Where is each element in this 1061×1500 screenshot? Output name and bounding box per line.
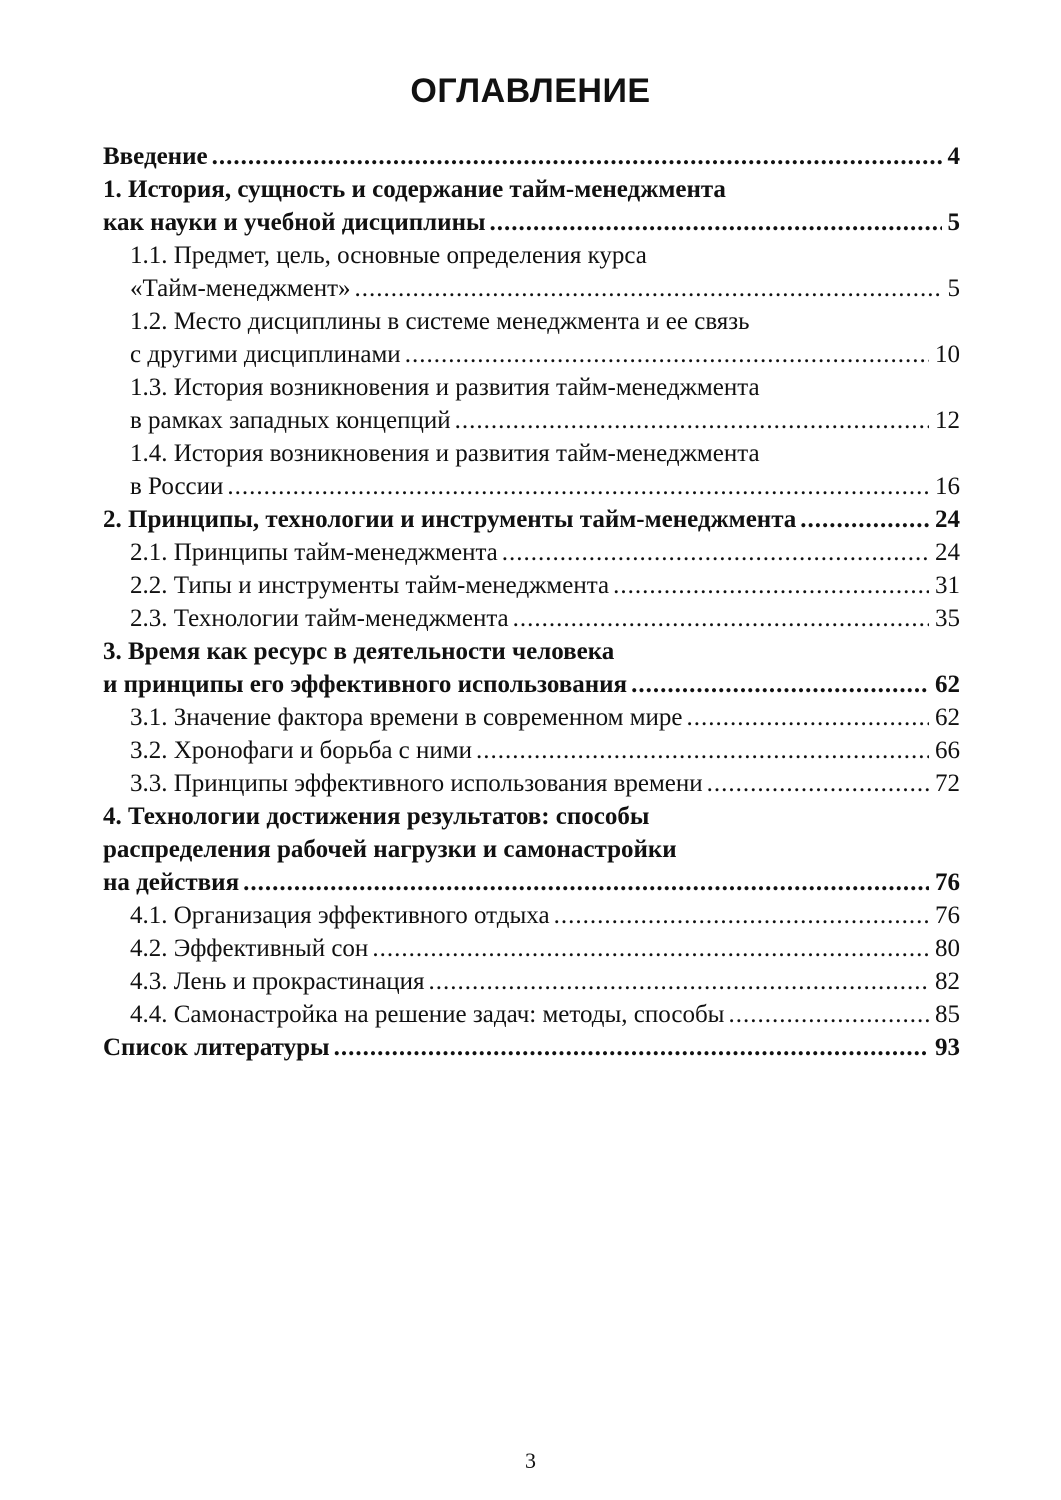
toc-entry-title-line: 1.2. Место дисциплины в системе менеджмента и ее связь: [130, 308, 750, 335]
toc-page-number: 16: [935, 473, 960, 500]
toc-page-number: 24: [935, 539, 960, 566]
toc-entry-title-line: 3. Время как ресурс в деятельности человека: [103, 638, 615, 665]
toc-page-number: 72: [935, 770, 960, 797]
toc-page-number: 85: [935, 1001, 960, 1028]
dot-leader: [613, 569, 929, 602]
dot-leader: [707, 767, 929, 800]
toc-entry[interactable]: [103, 239, 960, 305]
toc-entry-title-line: Введение: [103, 143, 208, 170]
toc-entry[interactable]: [103, 899, 960, 932]
toc-entry-title-line: 4.1. Организация эффективного отдыха: [130, 902, 550, 929]
toc-entry[interactable]: [103, 140, 960, 173]
toc-entry-title-line: 4.4. Самонастройка на решение задач: методы, способы: [130, 1001, 725, 1028]
toc-entry-title-line: и принципы его эффективного использования: [103, 671, 628, 698]
dot-leader: [243, 866, 929, 899]
dot-leader: [429, 965, 929, 998]
toc-entry[interactable]: [103, 932, 960, 965]
toc-page-number: 66: [935, 737, 960, 764]
page-number: 3: [525, 1448, 536, 1473]
dot-leader: [405, 338, 929, 371]
toc-page-number: 24: [935, 506, 960, 533]
toc-entry-title-line: 2.3. Технологии тайм-менеджмента: [130, 605, 509, 632]
toc-page-number: 76: [935, 869, 960, 896]
toc-page-number: 5: [947, 275, 960, 302]
toc-page-number: 80: [935, 935, 960, 962]
toc-entry[interactable]: [103, 734, 960, 767]
toc-entry[interactable]: [103, 767, 960, 800]
toc-entry[interactable]: [103, 305, 960, 371]
toc-entry-title-line: в России: [130, 473, 224, 500]
dot-leader: [334, 1031, 929, 1064]
toc-entry[interactable]: [103, 503, 960, 536]
toc-page-number: 5: [947, 209, 960, 236]
dot-leader: [502, 536, 929, 569]
toc-entry-title-line: Список литературы: [103, 1034, 330, 1061]
dot-leader: [490, 206, 942, 239]
toc-entry[interactable]: [103, 173, 960, 239]
toc-entry-title-line: 2.2. Типы и инструменты тайм-менеджмента: [130, 572, 610, 599]
dot-leader: [227, 470, 929, 503]
toc-entry-title-line: 1.1. Предмет, цель, основные определения курса: [130, 242, 647, 269]
toc-page-number: 35: [935, 605, 960, 632]
toc-entry-title-line: как науки и учебной дисциплины: [103, 209, 486, 236]
toc-entry[interactable]: [103, 536, 960, 569]
dot-leader: [631, 668, 929, 701]
toc-page-number: 76: [935, 902, 960, 929]
toc-entry[interactable]: [103, 965, 960, 998]
toc-entry-title-line: 2. Принципы, технологии и инструменты тайм-менеджмента: [103, 506, 797, 533]
toc-entry-title-line: 1.4. История возникновения и развития тайм-менеджмента: [130, 440, 760, 467]
dot-leader: [554, 899, 929, 932]
toc-entry-title-line: «Тайм-менеджмент»: [130, 275, 351, 302]
toc-page-number: 12: [935, 407, 960, 434]
toc-entry-title-line: 4.2. Эффективный сон: [130, 935, 369, 962]
toc-entry-title-line: 4.3. Лень и прокрастинация: [130, 968, 425, 995]
toc-page-number: 4: [947, 143, 960, 170]
toc-page-number: 82: [935, 968, 960, 995]
toc-entry-title-line: 1.3. История возникновения и развития тайм-менеджмента: [130, 374, 760, 401]
toc-entry[interactable]: [103, 635, 960, 701]
page-title: ОГЛАВЛЕНИЕ: [410, 72, 651, 110]
toc-entry[interactable]: [103, 1031, 960, 1064]
toc-entry[interactable]: [103, 602, 960, 635]
toc-page-number: 62: [935, 704, 960, 731]
dot-leader: [455, 404, 929, 437]
dot-leader: [372, 932, 929, 965]
toc-page-number: 10: [935, 341, 960, 368]
toc-entry-title-line: 3.3. Принципы эффективного использования времени: [130, 770, 703, 797]
toc-entry-title-line: 1. История, сущность и содержание тайм-менеджмента: [103, 176, 726, 203]
toc-entry[interactable]: [103, 800, 960, 899]
dot-leader: [687, 701, 929, 734]
toc-entry-title-line: в рамках западных концепций: [130, 407, 451, 434]
toc-entry[interactable]: [103, 371, 960, 437]
dot-leader: [212, 140, 942, 173]
toc-page-number: 93: [935, 1034, 960, 1061]
toc-page-number: 62: [935, 671, 960, 698]
toc-entry-title-line: на действия: [103, 869, 240, 896]
toc-entry-title-line: распределения рабочей нагрузки и самонастройки: [103, 836, 677, 863]
toc-entry-title-line: 4. Технологии достижения результатов: способы: [103, 803, 650, 830]
toc-entry-title-line: 3.1. Значение фактора времени в современном мире: [130, 704, 683, 731]
dot-leader: [728, 998, 929, 1031]
dot-leader: [476, 734, 929, 767]
toc-entry[interactable]: [103, 437, 960, 503]
toc-page-number: 31: [935, 572, 960, 599]
dot-leader: [800, 503, 929, 536]
toc-entry[interactable]: [103, 701, 960, 734]
toc-entry[interactable]: [103, 998, 960, 1031]
toc-entry-title-line: с другими дисциплинами: [130, 341, 401, 368]
dot-leader: [355, 272, 942, 305]
dot-leader: [513, 602, 929, 635]
toc-entry[interactable]: [103, 569, 960, 602]
table-of-contents: [103, 140, 960, 1064]
toc-entry-title-line: 2.1. Принципы тайм-менеджмента: [130, 539, 498, 566]
toc-entry-title-line: 3.2. Хронофаги и борьба с ними: [130, 737, 472, 764]
